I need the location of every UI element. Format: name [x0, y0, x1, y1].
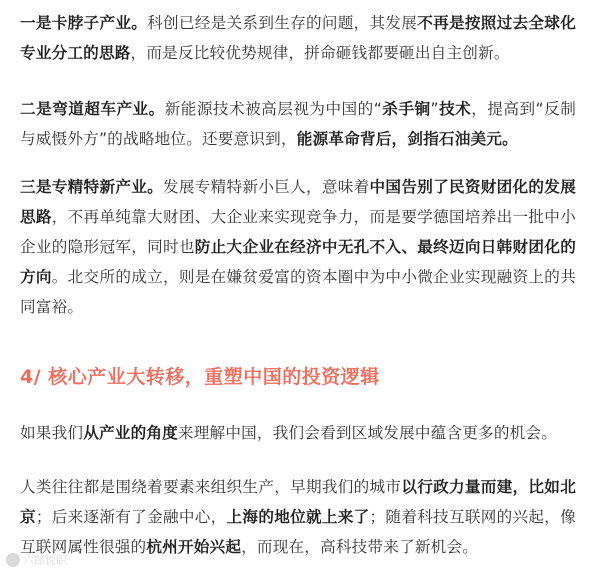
bold-text-run: 杭州开始兴起: [146, 538, 242, 556]
text-run: ；随着科技互联网的兴起，像互联网属性很强的: [20, 508, 576, 556]
text-run: 如果我们: [20, 424, 84, 442]
text-run: 来理解中国，我们会看到区域发展中蕴含更多的机会。: [177, 424, 558, 442]
text-run: ，而是反比较优势规律，拼命砸钱都要砸出自主创新。: [130, 44, 510, 62]
paragraph-specialized-industry: [20, 172, 576, 322]
text-run: 新能源技术被高层视为中国的“: [164, 100, 382, 118]
watermark: [6, 552, 67, 568]
paragraph-industry-perspective: [20, 418, 576, 448]
paragraph-overtaking-industry: [20, 94, 576, 154]
bold-text-run: 二是弯道超车产业。: [20, 100, 165, 118]
bold-text-run: 防止大企业在经济中无孔不入、最终迈向日韩财团化的方向: [20, 238, 576, 286]
watermark-logo-icon: [6, 553, 20, 567]
bold-text-run: 一是卡脖子产业。: [20, 14, 148, 32]
text-run: 人类往往都是围绕着要素来组织生产，早期我们的城市: [20, 478, 402, 496]
text-run: ，提高到“反制与威慑外方”的战略地位。还要意识到，: [20, 100, 576, 148]
bold-text-run: 不再是按照过去全球化专业分工的思路: [20, 14, 576, 62]
bold-text-run: 能源革命背后，剑指石油美元。: [296, 130, 518, 148]
bold-text-run: 技术: [438, 100, 472, 118]
paragraph-city-development: [20, 472, 576, 562]
section-heading: 4/ 核心产业大转移，重塑中国的投资逻辑: [20, 366, 380, 388]
text-run: ；后来逐渐有了金融中心，: [35, 508, 227, 526]
watermark-text: 六郎说职: [23, 554, 67, 567]
text-run: 科创已经是关系到生存的问题，其发展: [147, 14, 418, 32]
bold-text-run: 杀手锏: [382, 100, 431, 118]
bold-text-run: 以行政力量而建，比如北京: [20, 478, 576, 526]
text-run: 发展专精特新小巨人，意味着: [163, 178, 370, 196]
bold-text-run: 三是专精特新产业。: [20, 178, 163, 196]
text-run: 。北交所的成立，则是在嫌贫爱富的资本圈中为中小微企业实现融资上的共同富裕。: [20, 268, 576, 316]
paragraph-chokepoint-industry: [20, 8, 576, 68]
text-run: ，而现在，高科技带来了新机会。: [241, 538, 479, 556]
text-run: ”: [430, 100, 439, 118]
bold-text-run: 中国告别了民资财团化的发展思路: [20, 178, 576, 226]
bold-text-run: 从产业的角度: [83, 424, 178, 442]
bold-text-run: 上海的地位就上来了: [226, 508, 370, 526]
text-run: ，不再单纯靠大财团、大企业来实现竞争力，而是要学德国培养出一批中小企业的隐形冠军，同时也: [20, 208, 576, 256]
